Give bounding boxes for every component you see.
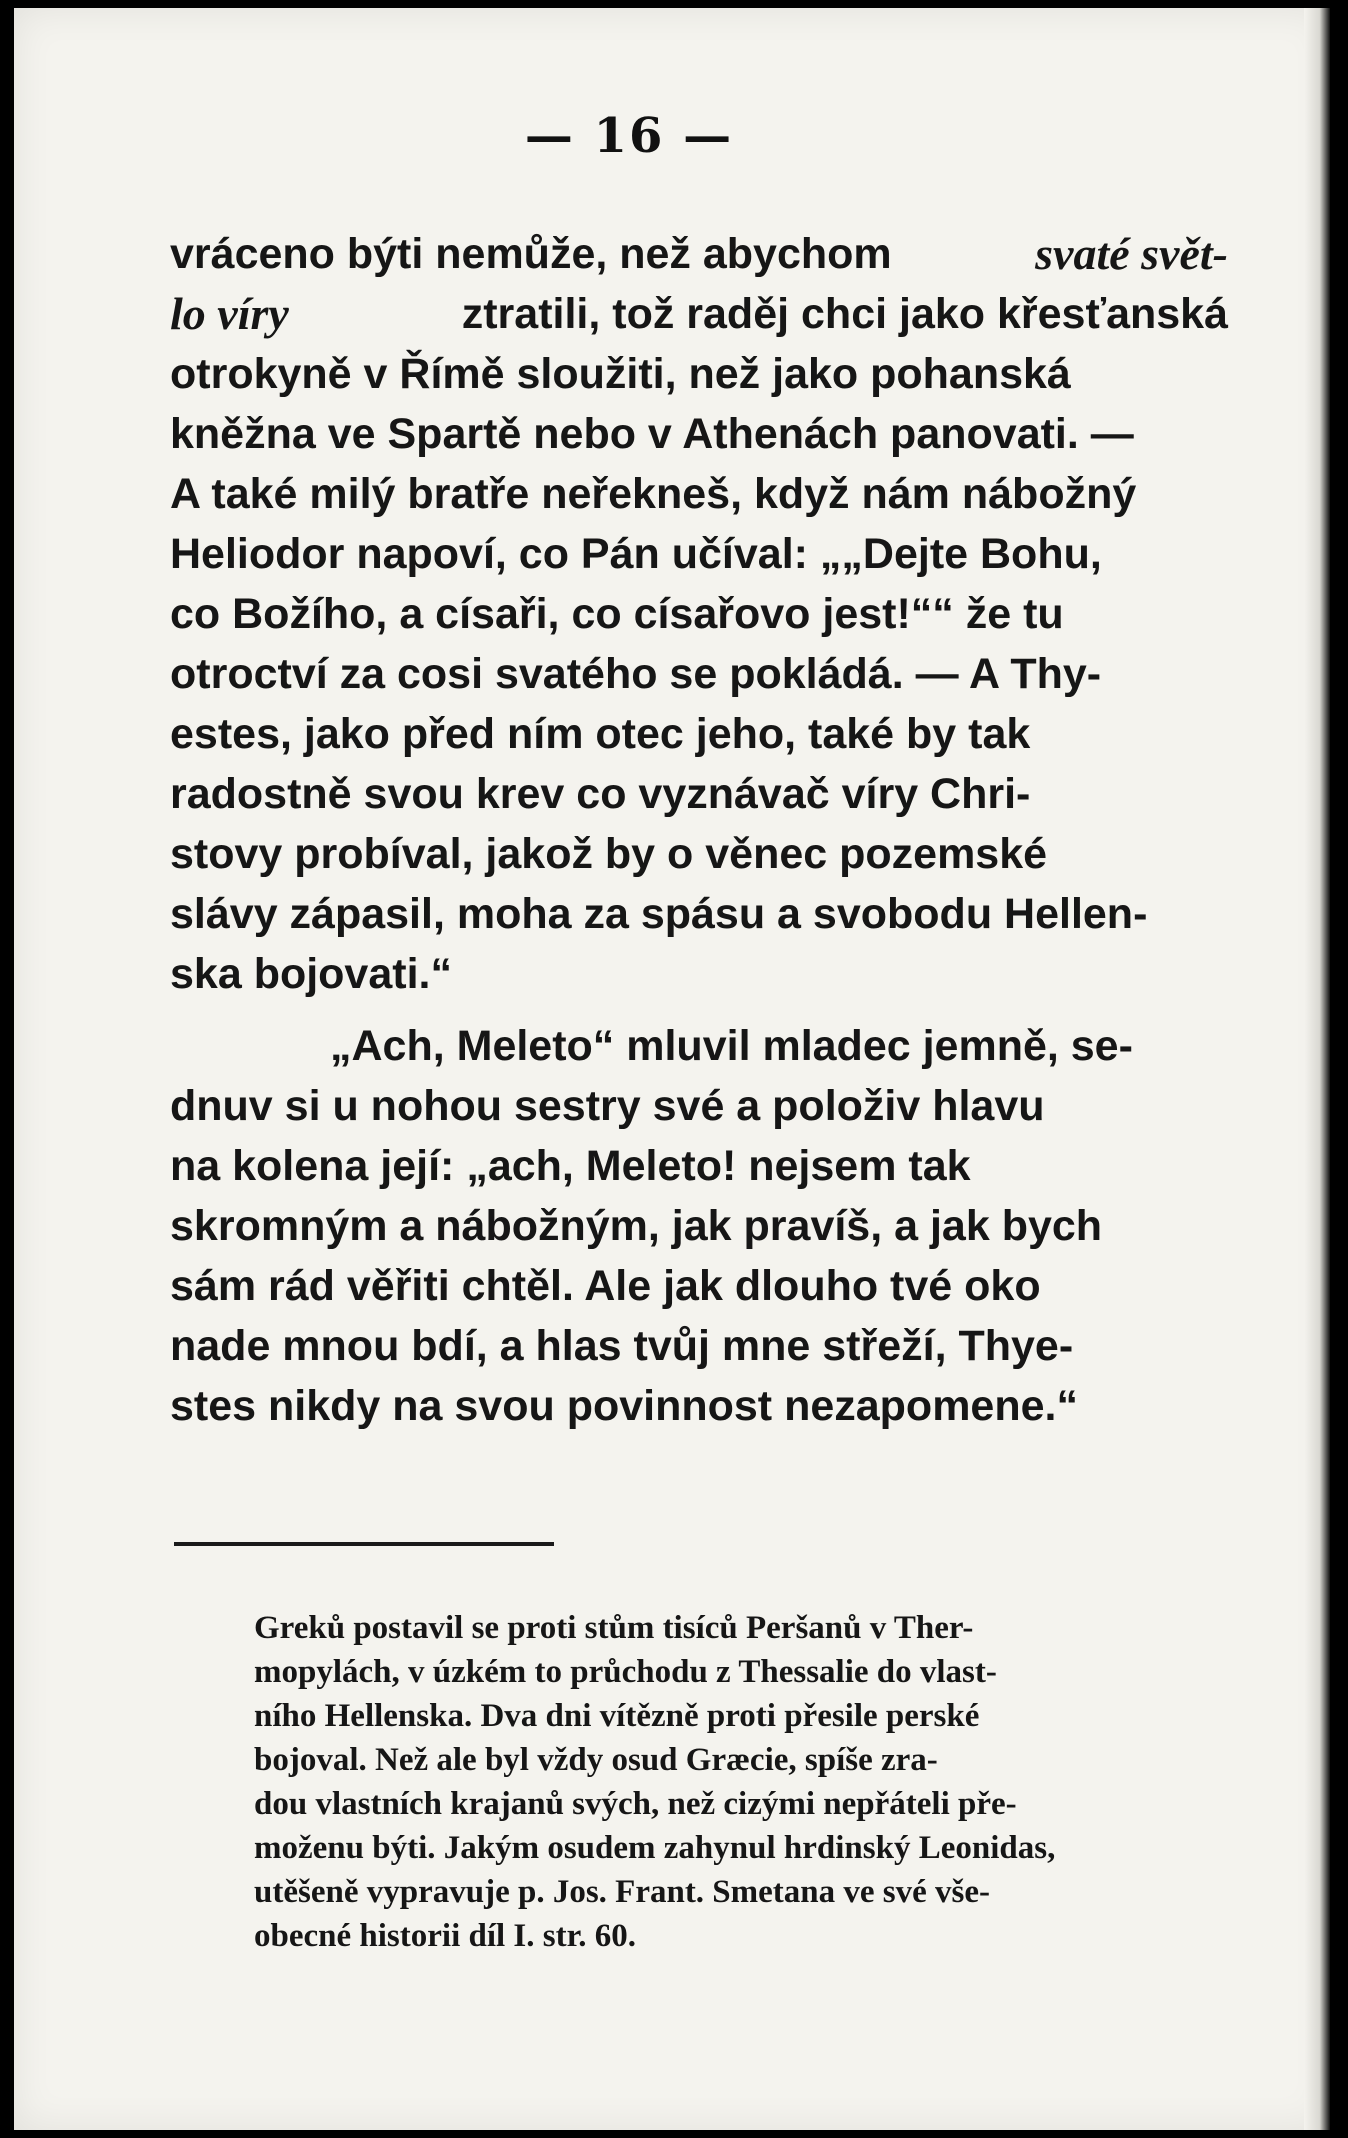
text-line: otrokyně v Římě sloužiti, než jako pohanská bbox=[170, 350, 1071, 398]
text-line: otroctví za cosi svatého se pokládá. — A Thy- bbox=[170, 650, 1102, 698]
text-line: estes, jako před ním otec jeho, také by tak bbox=[170, 710, 1031, 758]
footnote-line: mopylách, v úzkém to průchodu z Thessalie do vlast- bbox=[254, 1654, 997, 1690]
text-line: radostně svou krev co vyznávač víry Chri- bbox=[170, 770, 1031, 818]
footnote bbox=[254, 1606, 1234, 1958]
text-line: nade mnou bdí, a hlas tvůj mne střeží, Thye- bbox=[170, 1322, 1074, 1370]
text-line: ska bojovati.“ bbox=[170, 950, 452, 998]
footnote-line: bojoval. Než ale byl vždy osud Græcie, spíše zra- bbox=[254, 1742, 938, 1778]
text-line: vráceno býti nemůže, než abychom svaté svět- bbox=[170, 228, 1228, 279]
text-line: kněžna ve Spartě nebo v Athenách panovati. — bbox=[170, 410, 1134, 458]
text-line: dnuv si u nohou sestry své a položiv hlavu bbox=[170, 1082, 1045, 1130]
text-line: stes nikdy na svou povinnost nezapomene.“ bbox=[170, 1382, 1078, 1430]
footnote-divider bbox=[174, 1542, 554, 1546]
text-line: Heliodor napoví, co Pán učíval: „„Dejte Bohu, bbox=[170, 530, 1102, 578]
text-line: lo víry ztratili, tož raděj chci jako křesťanská bbox=[170, 288, 1228, 339]
text-line: slávy zápasil, moha za spásu a svobodu Hellen- bbox=[170, 890, 1148, 938]
footnote-line: obecné historii díl I. str. 60. bbox=[254, 1918, 636, 1954]
page-edge-shadow bbox=[1304, 8, 1330, 2130]
footnote-line: ního Hellenska. Dva dni vítězně proti přesile perské bbox=[254, 1698, 980, 1734]
footnote-line: Greků postavil se proti stům tisíců Peršanů v Ther- bbox=[254, 1610, 974, 1646]
text-line: na kolena její: „ach, Meleto! nejsem tak bbox=[170, 1142, 971, 1190]
footnote-line: moženu býti. Jakým osudem zahynul hrdinský Leonidas, bbox=[254, 1830, 1056, 1866]
text-line: stovy probíval, jakož by o věnec pozemské bbox=[170, 830, 1048, 878]
text-line: co Božího, a císaři, co císařovo jest!““ že tu bbox=[170, 590, 1064, 638]
page-number: — 16 — bbox=[524, 108, 734, 164]
footnote-line: utěšeně vypravuje p. Jos. Frant. Smetana ve své vše- bbox=[254, 1874, 991, 1910]
text-line: sám rád věřiti chtěl. Ale jak dlouho tvé oko bbox=[170, 1262, 1041, 1310]
text-line: skromným a nábožným, jak pravíš, a jak bych bbox=[170, 1202, 1103, 1250]
main-text bbox=[170, 224, 1228, 1436]
text-line: „Ach, Meleto“ mluvil mladec jemně, se- bbox=[330, 1022, 1133, 1070]
text-line: A také milý bratře neřekneš, když nám nábožný bbox=[170, 470, 1137, 518]
book-page bbox=[14, 8, 1330, 2130]
footnote-line: dou vlastních krajanů svých, než cizými nepřáteli pře- bbox=[254, 1786, 1017, 1822]
